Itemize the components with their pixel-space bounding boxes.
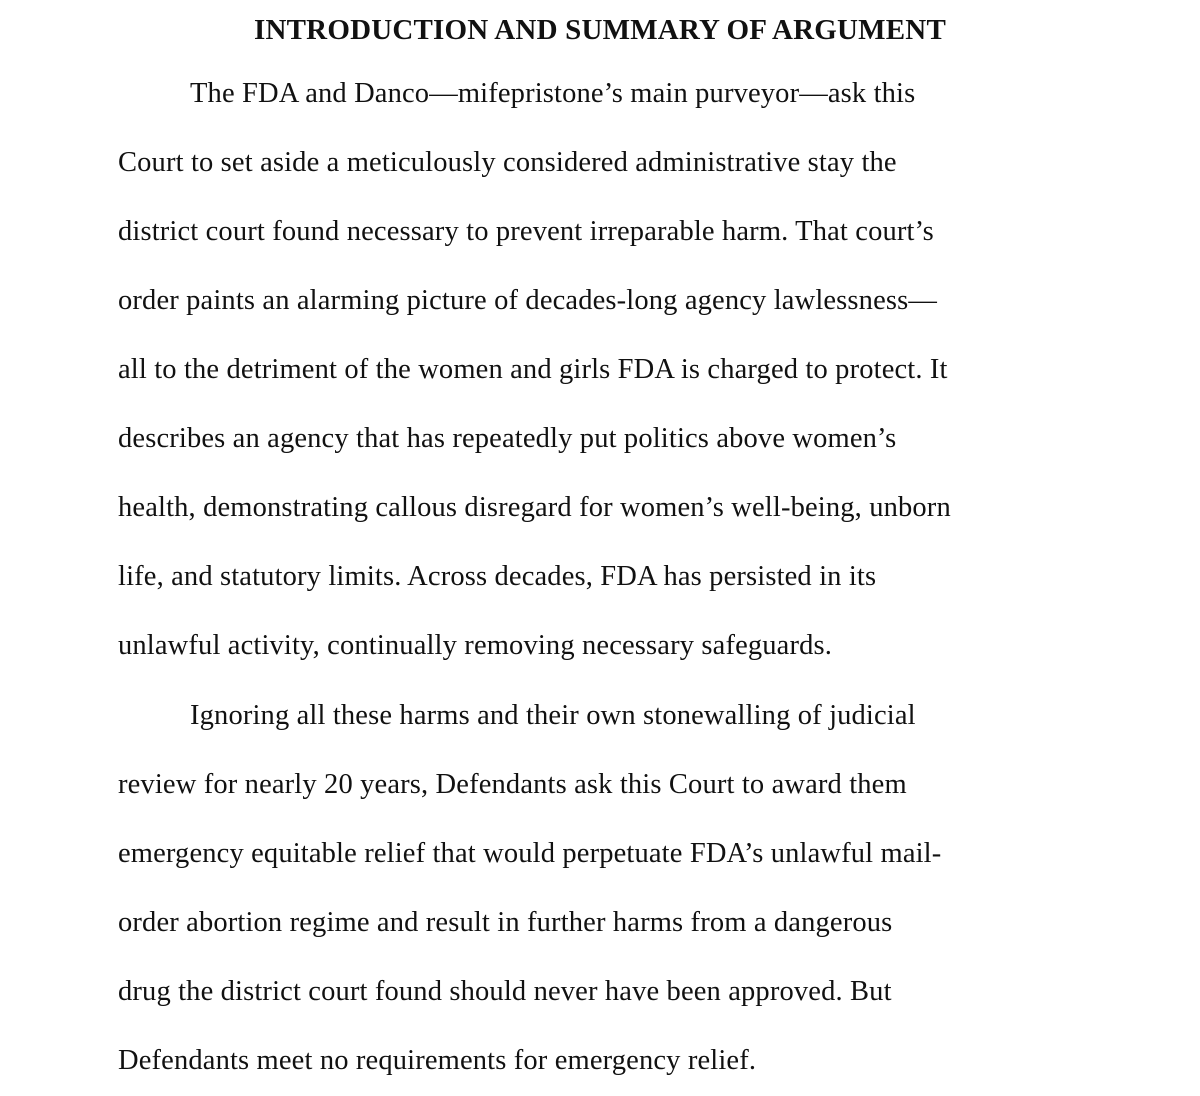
text-line: order paints an alarming picture of decades-long agency lawlessness—: [118, 285, 937, 316]
text-line: drug the district court found should never have been approved. But: [118, 976, 892, 1007]
text-line: all to the detriment of the women and girls FDA is charged to protect. It: [118, 354, 948, 385]
text-line: district court found necessary to prevent irreparable harm. That court’s: [118, 216, 934, 247]
section-heading: INTRODUCTION AND SUMMARY OF ARGUMENT: [254, 14, 946, 46]
text-line: health, demonstrating callous disregard for women’s well-being, unborn: [118, 492, 951, 523]
text-line: describes an agency that has repeatedly put politics above women’s: [118, 423, 897, 454]
text-line: life, and statutory limits. Across decades, FDA has persisted in its: [118, 561, 877, 592]
text-line: unlawful activity, continually removing necessary safeguards.: [118, 630, 833, 661]
text-line: Ignoring all these harms and their own stonewalling of judicial: [190, 700, 916, 731]
text-line: order abortion regime and result in further harms from a dangerous: [118, 907, 893, 938]
text-line: review for nearly 20 years, Defendants ask this Court to award them: [118, 769, 907, 800]
text-line: emergency equitable relief that would perpetuate FDA’s unlawful mail-: [118, 838, 942, 869]
text-line: Court to set aside a meticulously considered administrative stay the: [118, 147, 897, 178]
text-line: Defendants meet no requirements for emergency relief.: [118, 1045, 757, 1076]
text-line: The FDA and Danco—mifepristone’s main purveyor—ask this: [190, 78, 916, 109]
